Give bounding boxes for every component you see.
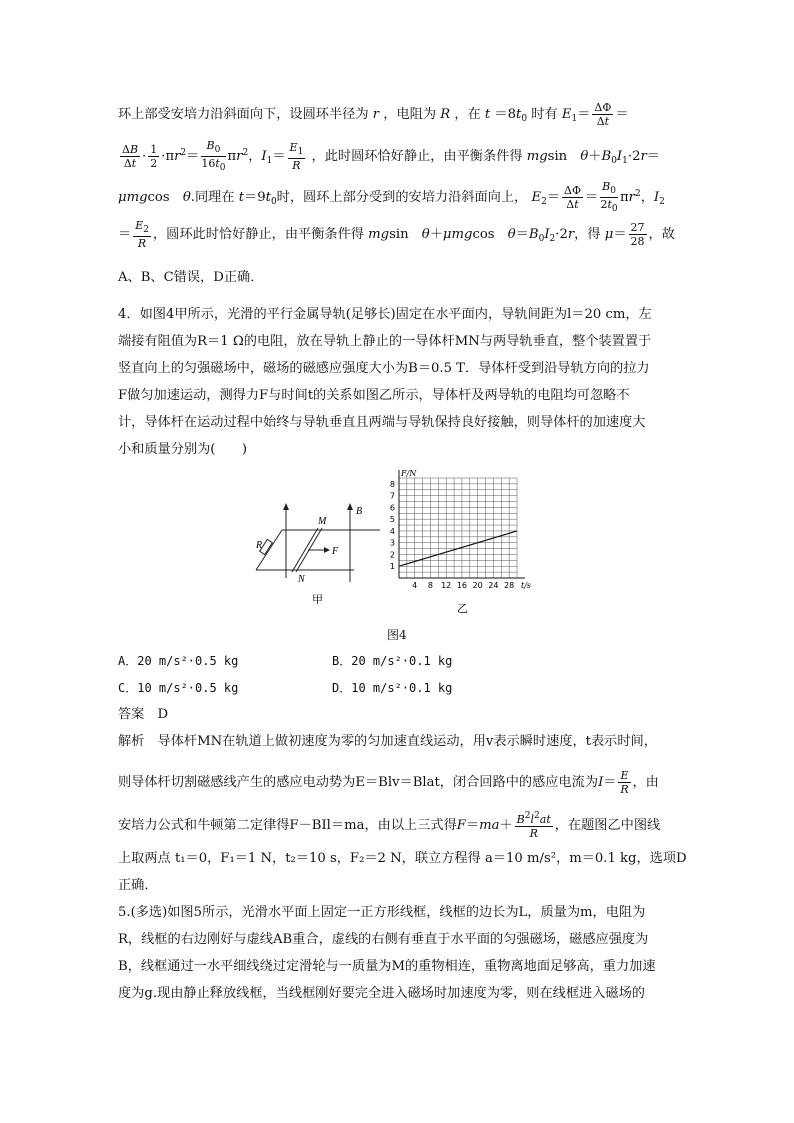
analysis-line-3: 安培力公式和牛顿第二定律得F－BIl＝ma，由以上三式得F＝ma＋ $\frac{B^2l^2at}{R}$ ，在题图乙中图线: [118, 811, 661, 840]
text-segment: .同理在: [190, 190, 235, 205]
x-axis-label: t/s: [521, 581, 532, 590]
q5-line-3: B，线框通过一水平细线绕过定滑轮与一质量为M的重物相连，重物离地面足够高，重力加速: [118, 959, 656, 974]
solution-line-1: 环上部受安培力沿斜面向下，设圆环半径为 r ，电阻为 R ，在 $t =8t_0$ 时有 $E_1=$ $\frac{\Delta\Phi}{\Delta t}$ ＝: [118, 101, 629, 128]
label-b: B: [356, 506, 363, 517]
figure-caption: 图4: [387, 628, 407, 642]
solution-line-2: $\frac{\Delta B}{\Delta t}$ · $\frac{1}{2}$ $\cdot\pi r^2=$ $\frac{B_0}{16t_0}$ $\pi r^2$，$I_1=$ $\frac{E_1}{R}$ ，此时圆环恰好静止，由平衡条件得 mgsin $\theta+B_0I_1\cdot 2r=$: [122, 139, 660, 173]
q5-line-1: 5.(多选)如图5所示，光滑水平面上固定一正方形线框，线框的边长为L，质量为m，电阻为: [118, 905, 646, 920]
solution-line-4: ＝ $\frac{E_2}{R}$ ，圆环此时恰好静止，由平衡条件得 mgsin θ＋μmgcos $\theta=B_0I_2\cdot 2r$，得 μ＝ $\frac{27}{28}$ ，故: [118, 219, 675, 250]
text-segment: 环上部受安培力沿斜面向下，设圆环半径为: [118, 107, 369, 122]
text-segment: ，此时圆环恰好静止，由平衡条件得: [311, 149, 523, 164]
text-segment: ，由: [632, 775, 659, 790]
label-f: F: [332, 546, 339, 557]
option-b[interactable]: B．20 m/s²·0.1 kg: [332, 654, 453, 668]
label-jia: 甲: [312, 593, 323, 605]
x-tick-label: 12: [441, 581, 452, 590]
arrow-head-icon: [324, 547, 330, 553]
q4-line-3: 竖直向上的匀强磁场中，磁场的磁感应强度大小为B＝0.5 T．导体杆受到沿导轨方向的拉力: [118, 361, 650, 376]
y-tick-label: 5: [389, 515, 395, 525]
analysis-line-5: 正确．: [118, 878, 158, 893]
y-tick-label: 2: [389, 550, 395, 560]
y-tick-label: 1: [389, 562, 395, 572]
x-tick-label: 8: [427, 581, 434, 590]
x-tick-label: 28: [504, 581, 515, 590]
q4-line-5: 计，导体杆在运动过程中始终与导轨垂直且两端与导轨保持良好接触，则导体杆的加速度大: [118, 415, 646, 430]
label-yi: 乙: [457, 602, 468, 615]
label-m: M: [318, 516, 327, 527]
analysis-line-1: 解析 导体杆MN在轨道上做初速度为零的匀加速直线运动，用v表示瞬时速度，t表示时间，: [118, 734, 657, 749]
y-tick-label: 6: [389, 503, 395, 513]
text-segment: ，电阻为: [383, 107, 437, 122]
circuit-diagram: [252, 500, 382, 605]
q4-line-2: 端接有阻值为R＝1 Ω的电阻，放在导轨上静止的一导体杆MN与两导轨垂直，整个装置置于: [118, 334, 652, 349]
analysis-line-2: 则导体杆切割磁感线产生的感应电动势为E＝Blv＝Blat，闭合回路中的感应电流为I＝ $\frac{E}{R}$ ，由: [118, 769, 659, 796]
x-tick-label: 16: [456, 581, 468, 590]
text-segment: ，圆环此时恰好静止，由平衡条件得: [152, 227, 364, 242]
label-n: N: [298, 574, 305, 585]
y-tick-label: 3: [389, 538, 395, 548]
solution-line-5: A、B、C错误，D正确．: [118, 270, 264, 285]
option-c[interactable]: C．10 m/s²·0.5 kg: [118, 681, 239, 695]
text-segment: 时有: [531, 107, 558, 122]
text-segment: 时，圆环上部分受到的安培力沿斜面向上，: [276, 190, 528, 205]
text-segment: 安培力公式和牛顿第二定律得F－BIl＝ma，由以上三式得: [118, 818, 457, 833]
text-segment: ，得: [574, 227, 601, 242]
y-axis-label: F/N: [401, 469, 417, 478]
option-a[interactable]: A．20 m/s²·0.5 kg: [118, 654, 239, 668]
option-d[interactable]: D．10 m/s²·0.1 kg: [332, 681, 453, 695]
text-segment: ，在题图乙中图线: [554, 818, 661, 833]
text-segment: l＝20 cm，左: [567, 307, 652, 322]
answer: 答案 D: [118, 707, 169, 722]
solution-line-3: μmgcos θ.同理在 $t=9t_0$时，圆环上部分受到的安培力沿斜面向上， $E_2=$ $\frac{\Delta\Phi}{\Delta t}$ ＝ $\frac{B_0}{2t_0}$ $\pi r^2$，$I_2$: [118, 180, 665, 214]
label-r: R: [256, 540, 263, 551]
q4-line-1: [118, 308, 652, 321]
arrow-head-icon: [347, 503, 353, 510]
arrow-head-icon: [283, 503, 289, 510]
q4-line-4: F做匀加速运动，测得力F与时间t的关系如图乙所示，导体杆及两导轨的电阻均可忽略不: [118, 388, 630, 403]
y-tick-label: 4: [389, 526, 395, 536]
analysis-line-4: 上取两点 t₁＝0，F₁＝1 N，t₂＝10 s，F₂＝2 N，联立方程得 a＝10 m/s²，m＝0.1 kg，选项D: [118, 851, 687, 866]
x-tick-label: 24: [488, 581, 499, 590]
q5-line-4: 度为g.现由静止释放线框，当线框刚好要完全进入磁场时加速度为零，则在线框进入磁场的: [118, 986, 645, 1001]
text-segment: ，在: [454, 107, 481, 122]
q4-line-6: 小和质量分别为( ): [118, 442, 247, 457]
force-time-chart: [385, 466, 545, 616]
q5-line-2: R，线框的右边刚好与虚线AB重合，虚线的右侧有垂直于水平面的匀强磁场，磁感应强度为: [118, 932, 649, 947]
text-segment: 则导体杆切割磁感线产生的感应电动势为E＝Blv＝Blat，闭合回路中的感应电流为: [118, 775, 599, 790]
text-segment: ，故: [648, 227, 675, 242]
x-tick-label: 20: [472, 581, 483, 590]
y-tick-label: 7: [389, 491, 395, 501]
x-tick-label: 4: [412, 581, 418, 590]
text-segment: 4．如图4甲所示，光滑的平行金属导轨(足够长)固定在水平面内，导轨间距为: [118, 307, 568, 322]
y-tick-label: 8: [389, 479, 395, 489]
